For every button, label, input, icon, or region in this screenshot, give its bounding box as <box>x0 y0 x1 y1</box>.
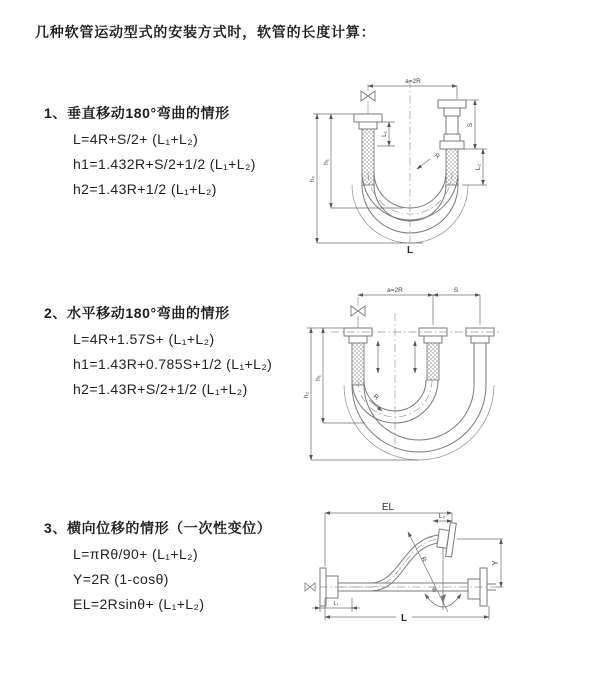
section-1-heading: 1、垂直移动180°弯曲的情形 <box>44 105 230 121</box>
middle-flange-fitting <box>419 328 447 343</box>
section-1-formula-h2: h2=1.43R+1/2 (L₁+L₂) <box>73 181 217 197</box>
dim-a2r-label: a=2R <box>405 78 421 85</box>
dim-a2r-label: a=2R <box>387 287 403 294</box>
section-2-heading: 2、水平移动180°弯曲的情形 <box>44 305 230 321</box>
dim-a2r <box>358 287 480 325</box>
braided-hose-left <box>352 343 364 385</box>
dim-length <box>325 598 489 624</box>
section-2-formula-h1: h1=1.43R+0.785S+1/2 (L₁+L₂) <box>73 356 273 372</box>
hose-u-bend-position2 <box>344 385 494 460</box>
diagram-horizontal-180-bend <box>303 283 558 463</box>
theta-label: θ <box>432 587 436 594</box>
dim-l1-label: L₁ <box>333 601 339 607</box>
dim-el <box>325 502 452 566</box>
dim-h2-label: h₂ <box>303 391 310 399</box>
radius-leader <box>417 152 441 169</box>
displaced-flange-fitting <box>436 521 457 557</box>
section-2-formula-h2: h2=1.43R+S/2+1/2 (L₁+L₂) <box>73 381 248 397</box>
dim-s-label: S <box>453 287 459 294</box>
diagram-vertical-180-bend <box>305 72 550 257</box>
dim-l1 <box>312 598 360 612</box>
dim-a2r <box>368 78 457 99</box>
dim-h1-label: h₁ <box>323 159 330 165</box>
section-1-formula-L: L=4R+S/2+ (L₁+L₂) <box>73 131 199 147</box>
dim-el-label: EL <box>381 502 395 513</box>
dim-l2-label: L₂ <box>475 163 482 171</box>
left-flange-fitting <box>344 328 372 343</box>
section-3-formula-Y: Y=2R (1-cosθ) <box>73 571 169 587</box>
page-title: 几种软管运动型式的安装方式时，软管的长度计算： <box>35 24 376 40</box>
dim-length-label: L <box>400 613 408 624</box>
radius-label: R <box>371 393 380 402</box>
dim-s-label: S <box>467 122 474 128</box>
dim-s <box>464 100 487 149</box>
dim-l2 <box>433 513 452 521</box>
valve-icon <box>351 297 365 328</box>
dim-l1-label: L₁ <box>381 131 388 137</box>
section-3-formula-EL: EL=2Rsinθ+ (L₁+L₂) <box>73 596 205 612</box>
dim-l2-label: L₂ <box>438 513 446 520</box>
braided-hose-middle <box>427 343 439 380</box>
dim-y-label: Y <box>491 560 500 566</box>
dim-h2-label: h₂ <box>309 175 316 183</box>
right-flange-fitting <box>466 328 494 385</box>
braided-hose-right <box>446 149 458 185</box>
dim-l1 <box>377 122 395 146</box>
section-2-formula-L: L=4R+1.57S+ (L₁+L₂) <box>73 331 215 347</box>
dim-h1 <box>313 114 403 208</box>
dim-l2 <box>462 149 487 185</box>
dim-s <box>433 287 480 295</box>
left-flange-fitting <box>354 114 382 129</box>
section-1-formula-h1: h1=1.432R+S/2+1/2 (L₁+L₂) <box>73 156 256 172</box>
valve-icon <box>361 84 375 114</box>
right-flange-fitting <box>438 100 466 149</box>
section-3-heading: 3、横向位移的情形（一次性变位） <box>44 520 272 536</box>
valve-icon <box>305 583 315 591</box>
dim-h1-label: h₁ <box>315 375 322 381</box>
section-3-formula-L: L=πRθ/90+ (L₁+L₂) <box>73 546 199 562</box>
radius-label: R <box>419 555 428 564</box>
radius-label: R <box>432 152 441 161</box>
dim-length-label: L <box>406 245 414 256</box>
diagram-lateral-displacement <box>300 502 510 637</box>
